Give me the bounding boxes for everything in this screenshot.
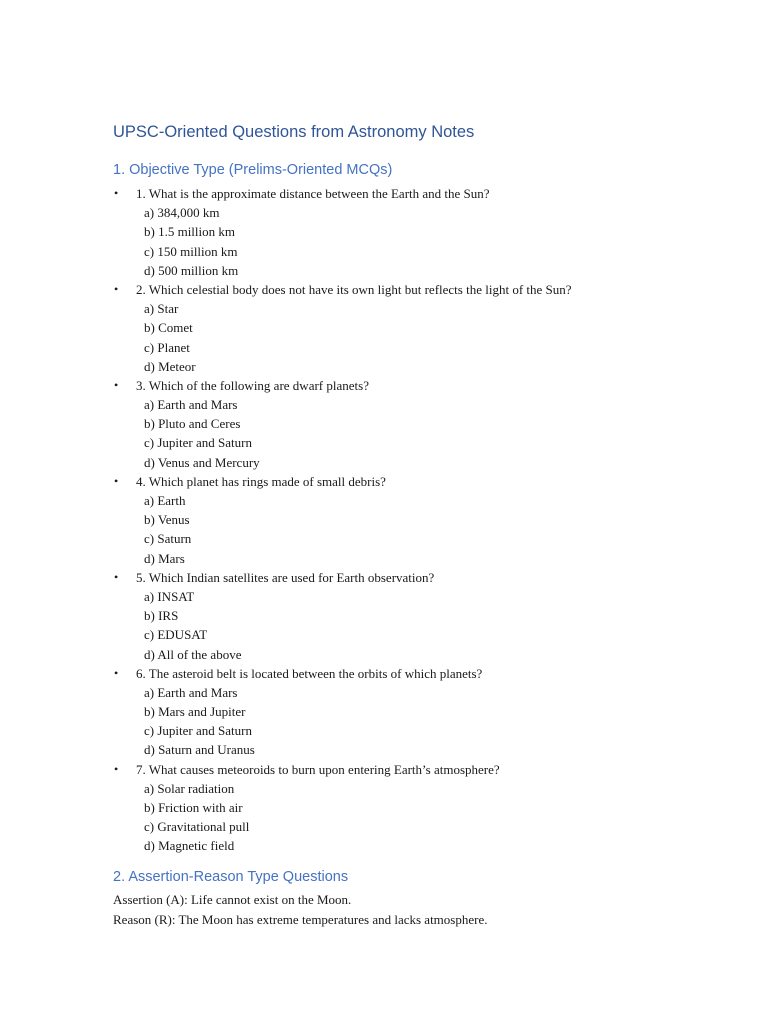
question-text: 4. Which planet has rings made of small debris? [136, 473, 386, 489]
answer-option: b) Comet [144, 320, 193, 336]
answer-option: c) Gravitational pull [144, 819, 250, 835]
answer-option: d) 500 million km [144, 262, 239, 278]
answer-option: b) Venus [144, 512, 190, 528]
answer-option: b) Pluto and Ceres [144, 416, 241, 432]
answer-option: b) Friction with air [144, 800, 243, 815]
answer-option: b) 1.5 million km [144, 224, 235, 240]
assertion-reason-block [113, 890, 487, 930]
reason-text: Reason (R): The Moon has extreme temperatures and lacks atmosphere. [113, 912, 488, 927]
question-item [113, 184, 733, 280]
answer-option: d) Venus and Mercury [144, 454, 260, 470]
answer-option: d) Magnetic field [144, 838, 235, 854]
question-line [113, 376, 733, 395]
answer-option: a) Earth and Mars [144, 684, 238, 700]
question-item [113, 664, 733, 760]
answer-option: c) Jupiter and Saturn [144, 723, 252, 739]
bullet-icon: • [114, 377, 119, 392]
option-list [113, 779, 733, 856]
document-title: UPSC-Oriented Questions from Astronomy Notes [113, 123, 475, 141]
question-line [113, 664, 733, 683]
question-text: 1. What is the approximate distance between the Earth and the Sun? [136, 186, 490, 201]
section-heading-objective: 1. Objective Type (Prelims-Oriented MCQs) [113, 162, 393, 178]
question-text: 6. The asteroid belt is located between the orbits of which planets? [136, 665, 483, 681]
question-text: 7. What causes meteoroids to burn upon entering Earth’s atmosphere? [136, 761, 500, 777]
answer-option: c) Saturn [144, 531, 192, 547]
bullet-icon: • [114, 281, 119, 296]
answer-option: c) EDUSAT [144, 627, 208, 643]
question-text: 5. Which Indian satellites are used for Earth observation? [136, 569, 435, 585]
answer-option: b) Mars and Jupiter [144, 704, 246, 720]
section-heading-assertion-reason: 2. Assertion-Reason Type Questions [113, 869, 349, 885]
question-item [113, 472, 733, 568]
question-text: 2. Which celestial body does not have its own light but reflects the light of the Sun? [136, 281, 572, 297]
answer-option: a) 384,000 km [144, 205, 220, 221]
answer-option: d) All of the above [144, 646, 242, 662]
bullet-icon: • [114, 665, 119, 680]
answer-option: c) Jupiter and Saturn [144, 435, 252, 451]
option-list [113, 299, 733, 376]
answer-option: a) Solar radiation [144, 780, 235, 796]
answer-option: a) Star [144, 301, 179, 317]
bullet-icon: • [114, 473, 119, 488]
answer-option: b) IRS [144, 608, 179, 624]
answer-option: d) Mars [144, 550, 185, 566]
question-item [113, 376, 733, 472]
bullet-icon: • [114, 761, 119, 776]
question-line [113, 184, 733, 203]
question-item [113, 568, 733, 664]
option-list [113, 683, 733, 760]
option-list [113, 203, 733, 280]
question-item [113, 760, 733, 856]
question-line [113, 568, 733, 587]
assertion-text: Assertion (A): Life cannot exist on the Moon. [113, 892, 352, 907]
question-list [113, 184, 733, 856]
answer-option: a) INSAT [144, 588, 195, 604]
bullet-icon: • [114, 186, 119, 200]
question-line [113, 760, 733, 779]
question-line [113, 472, 733, 491]
option-list [113, 587, 733, 664]
option-list [113, 395, 733, 472]
answer-option: a) Earth and Mars [144, 397, 238, 413]
question-item [113, 280, 733, 376]
answer-option: d) Meteor [144, 358, 196, 374]
question-line [113, 280, 733, 299]
answer-option: d) Saturn and Uranus [144, 742, 255, 758]
question-text: 3. Which of the following are dwarf planets? [136, 377, 369, 393]
answer-option: c) 150 million km [144, 243, 238, 259]
option-list [113, 491, 733, 568]
answer-option: c) Planet [144, 339, 190, 355]
bullet-icon: • [114, 569, 119, 584]
answer-option: a) Earth [144, 493, 186, 508]
